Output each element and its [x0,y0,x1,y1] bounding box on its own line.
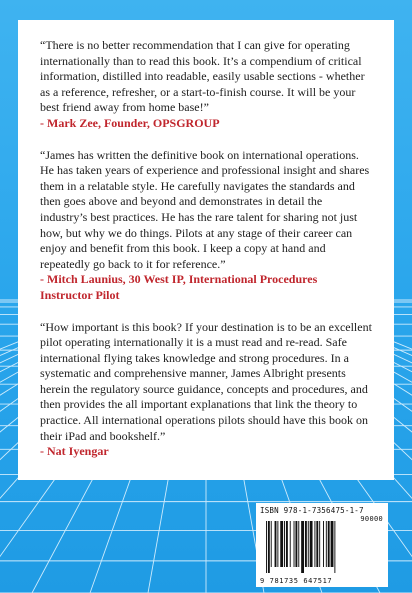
quote-text: “How important is this book? If your destination is to be an excellent pilot operating internationally it is a must read and re-read. Safe international flying takes knowledge and strong procedures. In a systematic and comprehensive manner, James Albright presents herein the regulatory source guidance, concepts and procedures, and then provides the all important explanations that link the theory to practice. All international operations pilots should have this book on their iPad and bookshelf.” [40,319,372,443]
quote-block-3 [40,320,372,460]
quote-author: - Mitch Launius, 30 West IP, International Procedures Instructor Pilot [40,272,318,302]
barcode-bar [277,521,278,567]
isbn-number: ISBN 978-1-7356475-1-7 [260,506,364,515]
price-addon-code: 90000 [360,515,383,523]
quote-text: “James has written the definitive book on international operations. He has taken years of experience and professional insight and shares them in a relatable style. He carefully navigates the standards and then goes above and beyond and demonstrates in detail the industry’s best practices. He has the rare talent for sharing not just how, but why we do things. Pilots at any stage of their career can enjoy and benefit from this book. I keep a copy at hand and repeatedly go back to it for reference.” [40,147,370,271]
isbn-barcode [256,503,388,587]
quote-block-2 [40,148,372,304]
barcode-bar [301,521,304,573]
barcode-bar [286,521,288,567]
quote-author: - Mark Zee, Founder, OPSGROUP [40,115,220,130]
barcode-bar [284,521,285,567]
barcode-bar [334,521,335,573]
barcode-bar [295,521,297,567]
quotes-panel [18,20,394,480]
barcode-bar [319,521,320,567]
barcode-bar [323,521,324,567]
barcode-bar [308,521,309,567]
barcode-bar [310,521,313,567]
barcode-bar [326,521,327,567]
barcode-bar [271,521,272,567]
ean-number: 9 781735 647517 [260,577,333,585]
barcode-bar [290,521,291,567]
barcode-bar [275,521,277,567]
barcode-bar [298,521,299,567]
barcode-bar [266,521,267,573]
barcode-bar [331,521,334,567]
barcode-bar [280,521,283,567]
quote-block-1 [40,38,372,132]
quote-author: - Nat Iyengar [40,444,109,459]
barcode-bars [260,517,384,575]
barcode-bar [268,521,270,573]
barcode-bar [328,521,330,567]
barcode-bar [316,521,318,567]
quote-text: “There is no better recommendation that I can give for operating internationally than to read this book. It’s a compendium of critical information, distilled into readable, easily usable sections - whether as a reference, refresher, or a start-to-finish course. It will be your best friend away from home base!” [40,38,365,115]
barcode-bar [314,521,315,567]
barcode-bar [294,521,295,567]
barcode-bar [305,521,307,567]
